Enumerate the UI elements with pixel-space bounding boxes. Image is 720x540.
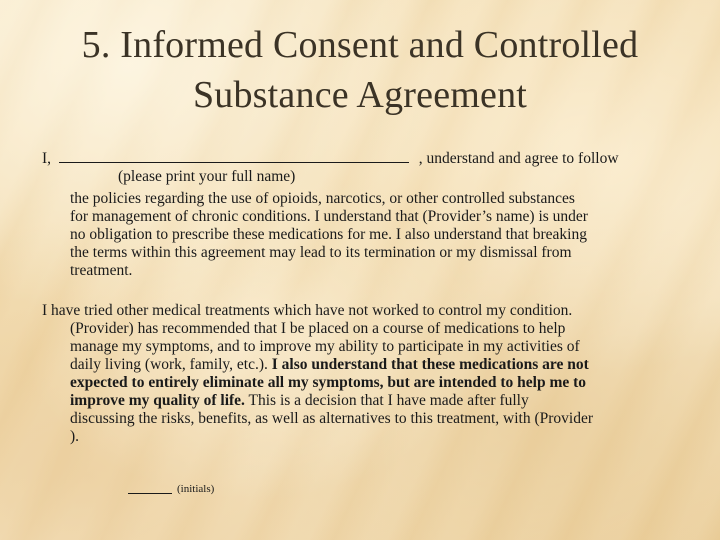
- para2-line-4-bold: I also understand that these medications are not: [271, 356, 589, 373]
- agreement-suffix: , understand and agree to follow: [418, 150, 619, 167]
- pronoun-prefix: I,: [42, 150, 52, 167]
- para2-line-3: manage my symptoms, and to improve my ability to participate in my activities of: [70, 338, 580, 355]
- para2-line-2: (Provider) has recommended that I be placed on a course of medications to help: [70, 320, 566, 337]
- consent-first-line: [42, 150, 619, 168]
- para1-line-4: the terms within this agreement may lead to its termination or my dismissal from: [70, 244, 572, 261]
- name-hint: (please print your full name): [118, 168, 296, 185]
- para2-line-5: expected to entirely eliminate all my symptoms, but are intended to help me to: [70, 374, 587, 391]
- para2-line-6: [70, 392, 529, 410]
- para2-line-4: [70, 356, 589, 374]
- title-line-1: 5. Informed Consent and Controlled: [81, 24, 639, 66]
- para1-line-3: no obligation to prescribe these medications for me. I also understand that breaking: [70, 226, 587, 243]
- initials-blank[interactable]: [128, 493, 172, 494]
- para1-line-2: for management of chronic conditions. I understand that (Provider’s name) is under: [70, 208, 588, 225]
- slide-title: [0, 20, 720, 120]
- para2-line-4-plain: daily living (work, family, etc.).: [70, 356, 272, 373]
- para2-line-1: I have tried other medical treatments which have not worked to control my condition.: [42, 302, 573, 319]
- initials-label: (initials): [177, 483, 215, 495]
- para2-line-7: discussing the risks, benefits, as well as alternatives to this treatment, with (Provider: [70, 410, 594, 427]
- full-name-blank[interactable]: [59, 161, 409, 163]
- title-line-2: Substance Agreement: [192, 74, 528, 116]
- para2-line-6-plain: This is a decision that I have made after fully: [244, 392, 529, 409]
- para1-line-5: treatment.: [70, 262, 133, 279]
- para1-line-1: the policies regarding the use of opioids, narcotics, or other controlled substances: [70, 190, 575, 207]
- para2-line-8: ).: [70, 428, 80, 445]
- para2-line-6-bold: improve my quality of life.: [70, 392, 245, 409]
